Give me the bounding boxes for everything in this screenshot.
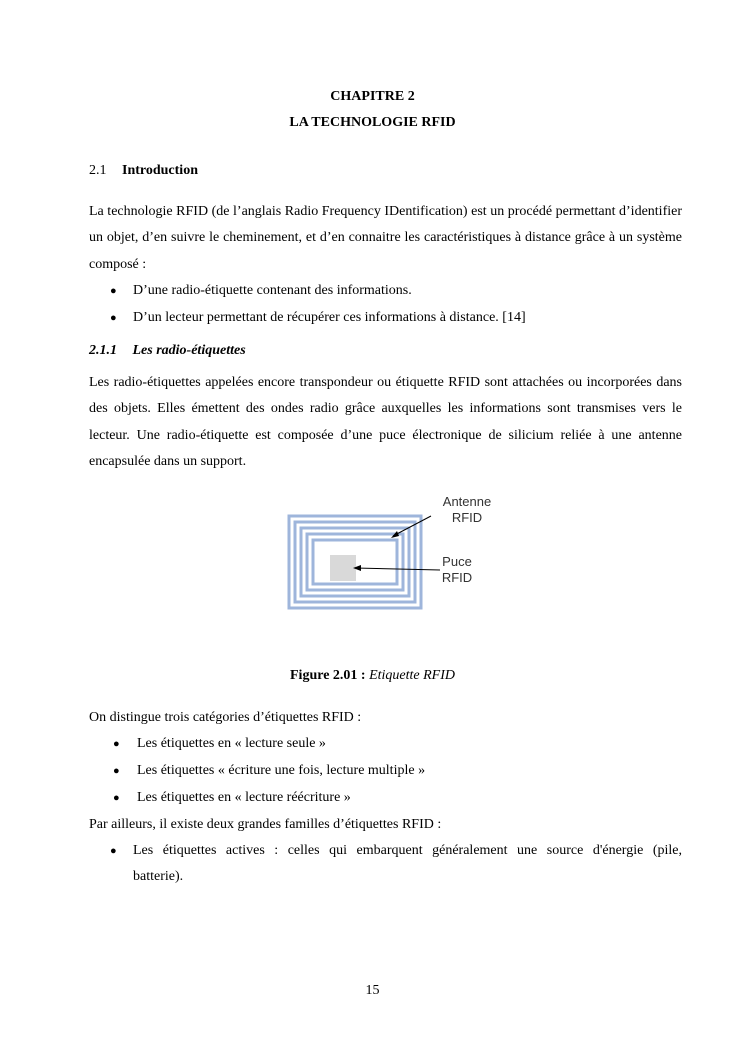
antenna-arrow [393,516,431,536]
subsection-title: Les radio-étiquettes [132,343,246,358]
bullet-icon: ● [110,285,117,297]
rfid-tag-illustration [0,488,745,618]
antenna-label [437,494,497,526]
list-item-text: Les étiquettes en « lecture réécriture » [137,790,351,805]
chip-label [430,554,484,586]
bullet-icon: ● [110,312,117,324]
bullet-icon: ● [113,738,120,750]
figure-rfid-tag [0,488,745,618]
chapter-title: LA TECHNOLOGIE RFID [289,115,456,130]
tags-paragraph: Les radio-étiquettes appelées encore transpondeur ou étiquette RFID sont attachées ou incorporées dans des objets. Elles émettent des ondes radio grâce auxquelles les informations sont transmises vers le lecteur. Une radio-étiquette est composée d’une puce électronique de silicium reliée à une antenne encapsulée dans un support. [89,375,682,470]
list-item-text: D’un lecteur permettant de récupérer ces informations à distance. [14] [133,310,526,325]
figure-caption [0,668,745,684]
figure-caption-label: Figure 2.01 : [290,668,366,683]
families-intro: Par ailleurs, il existe deux grandes familles d’étiquettes RFID : [89,817,442,832]
list-item-text-line1: Les étiquettes actives : celles qui embarquent généralement une source d'énergie (pile, [133,843,682,858]
section-number: 2.1 [89,163,107,178]
intro-paragraph: La technologie RFID (de l’anglais Radio Frequency IDentification) est un procédé permettant d’identifier un objet, d’en suivre le cheminement, et d’en connaitre les caractéristiques à distance grâce à un système composé : [89,204,682,272]
page-number: 15 [365,983,380,998]
subsection-number: 2.1.1 [89,343,117,358]
subsection-heading [89,343,246,359]
section-heading [89,163,198,179]
rfid-chip [330,555,356,581]
bullet-icon: ● [110,845,117,857]
categories-intro: On distingue trois catégories d’étiquettes RFID : [89,710,362,725]
antenna-label-line2: RFID [451,510,483,525]
chip-label-line2: RFID [441,570,473,585]
list-item-text: D’une radio-étiquette contenant des informations. [133,283,412,298]
bullet-icon: ● [113,765,120,777]
chapter-number: CHAPITRE 2 [330,89,415,104]
list-item-text: Les étiquettes « écriture une fois, lecture multiple » [137,763,426,778]
figure-caption-text: Etiquette RFID [369,668,455,683]
section-title: Introduction [122,163,198,178]
list-item-text: Les étiquettes en « lecture seule » [137,736,326,751]
bullet-icon: ● [113,792,120,804]
list-item-text-line2: batterie). [133,869,184,884]
list-item [110,838,682,892]
chip-label-line1: Puce [442,554,472,569]
antenna-label-line1: Antenne [442,494,492,509]
